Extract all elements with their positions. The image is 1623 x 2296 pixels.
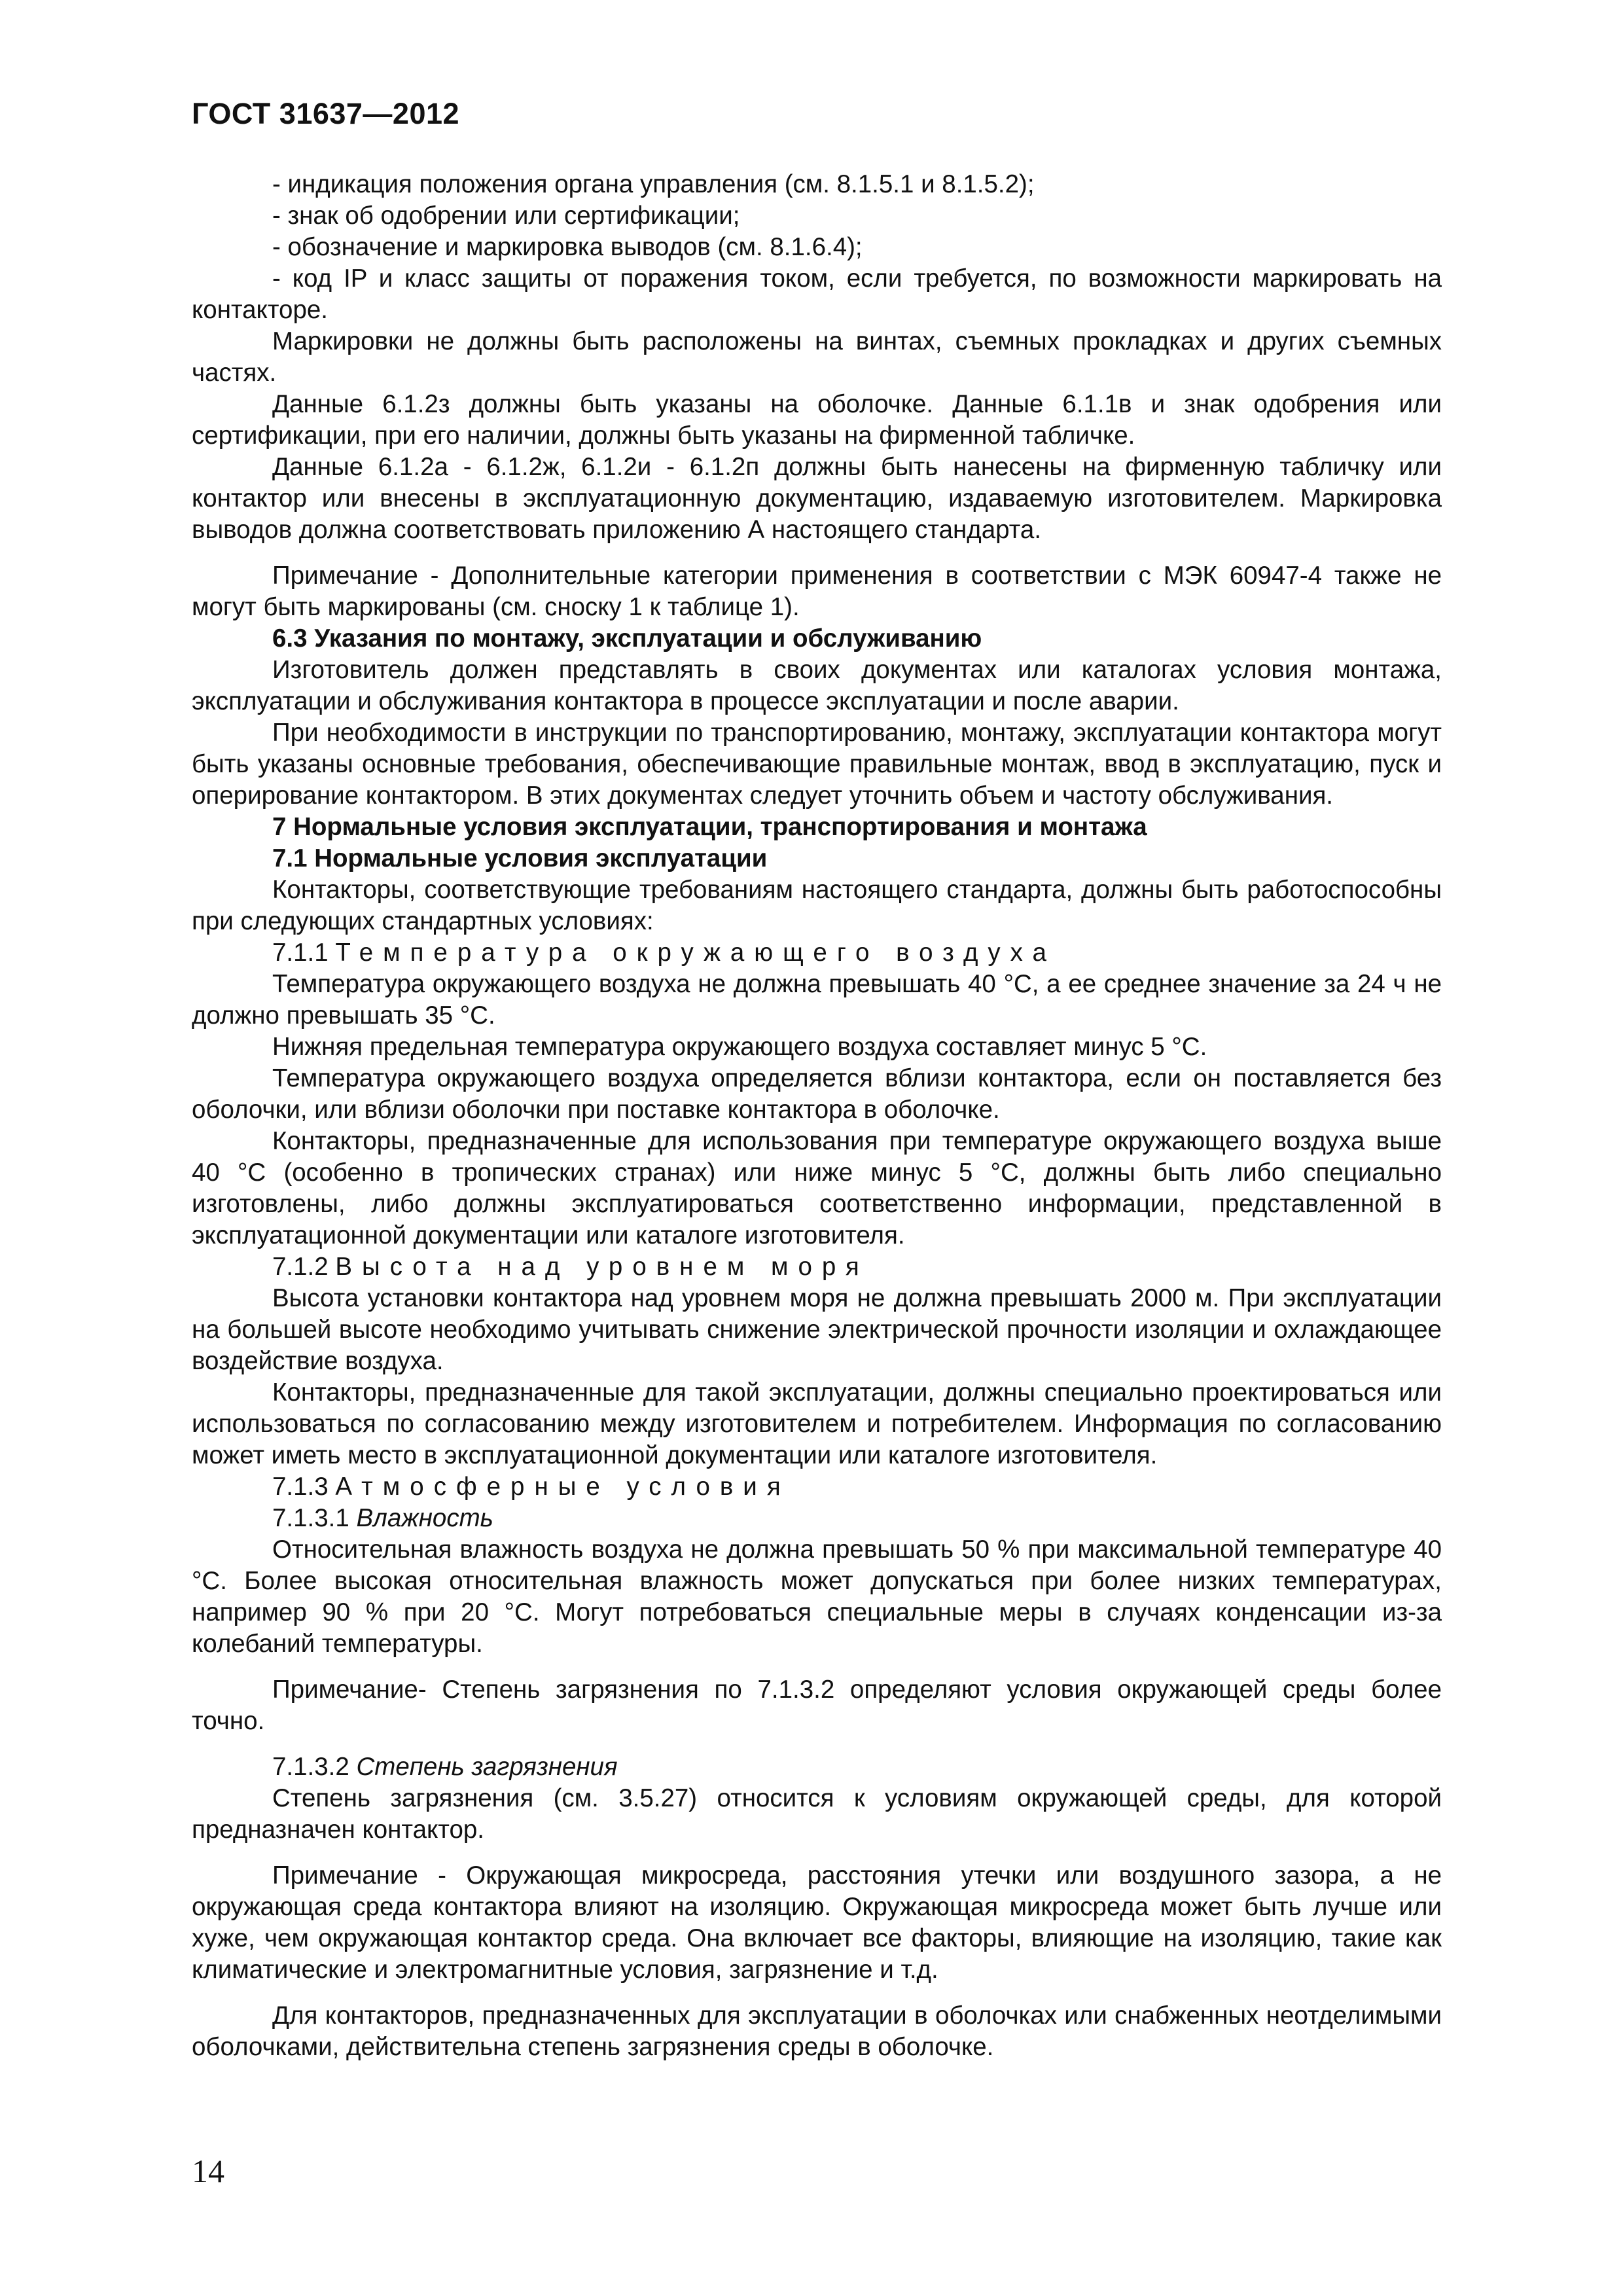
clause-heading [192,1471,1442,1503]
document-body [192,169,1442,2063]
subsection-heading: 7.1 Нормальные условия эксплуатации [272,844,768,872]
list-item: - код IP и класс защиты от поражения током, если требуется, по возможности маркировать на контакторе. [192,264,1442,324]
paragraph: Изготовитель должен представлять в своих документах или каталогах условия монтажа, эксплуатации и обслуживания контактора в процессе эксплуатации и после аварии. [192,656,1442,715]
document-header: ГОСТ 31637—2012 [192,97,460,130]
paragraph: Относительная влажность воздуха не должна превышать 50 % при максимальной температуре 40 °С. Более высокая относительная влажность может допускаться при более низких температурах, например 90 % при 20 °С. Могут потребоваться специальные меры в случаях конденсации из-за колебаний температуры. [192,1535,1442,1658]
clause-number: 7.1.3.1 [272,1504,349,1532]
paragraph: Температура окружающего воздуха определяется вблизи контактора, если он поставляется без оболочки, или вблизи оболочки при поставке контактора в оболочке. [192,1064,1442,1124]
subclause-heading [192,1751,1442,1783]
paragraph: Высота установки контактора над уровнем моря не должна превышать 2000 м. При эксплуатации на большей высоте необходимо учитывать снижение электрической прочности изоляции и охлаждающее воздействие воздуха. [192,1284,1442,1375]
clause-title: Высота над уровнем моря [335,1253,869,1281]
clause-title: Атмосферные условия [335,1473,791,1501]
paragraph: Для контакторов, предназначенных для эксплуатации в оболочках или снабженных неотделимыми оболочками, действительна степень загрязнения среды в оболочке. [192,2001,1442,2061]
clause-title: Температура окружающего воздуха [335,939,1056,967]
clause-number: 7.1.2 [272,1253,329,1281]
paragraph: Степень загрязнения (см. 3.5.27) относится к условиям окружающей среды, для которой предназначен контактор. [192,1784,1442,1844]
clause-title: Влажность [356,1504,493,1532]
paragraph: Контакторы, предназначенные для такой эксплуатации, должны специально проектироваться или использоваться по согласованию между изготовителем и потребителем. Информация по согласованию может иметь место в эксплуатационной документации или каталоге изготовителя. [192,1378,1442,1469]
subclause-heading [192,1503,1442,1534]
clause-number: 7.1.3.2 [272,1753,349,1781]
paragraph: Контакторы, предназначенные для использования при температуре окружающего воздуха выше 40 °С (особенно в тропических странах) или ниже минус 5 °С, должны быть либо специально изготовлены, либо должны эксплуатироваться соответственно информации, представленной в эксплуатационной документации или каталоге изготовителя. [192,1127,1442,1249]
clause-heading [192,937,1442,969]
paragraph: Нижняя предельная температура окружающего воздуха составляет минус 5 °С. [272,1033,1207,1061]
section-heading: 6.3 Указания по монтажу, эксплуатации и обслуживанию [272,624,982,653]
list-item: - индикация положения органа управления (см. 8.1.5.1 и 8.1.5.2); [272,170,1035,198]
paragraph: Данные 6.1.2а - 6.1.2ж, 6.1.2и - 6.1.2п должны быть нанесены на фирменную табличку или контактор или внесены в эксплуатационную документацию, издаваемую изготовителем. Маркировка выводов должна соответствовать приложению А настоящего стандарта. [192,453,1442,544]
note: Примечание - Окружающая микросреда, расстояния утечки или воздушного зазора, а не окружающая среда контактора влияют на изоляцию. Окружающая микросреда может быть лучше или хуже, чем окружающая контактор среда. Она включает все факторы, влияющие на изоляцию, такие как климатические и электромагнитные условия, загрязнение и т.д. [192,1861,1442,1984]
clause-number: 7.1.1 [272,939,329,967]
paragraph: При необходимости в инструкции по транспортированию, монтажу, эксплуатации контактора могут быть указаны основные требования, обеспечивающие правильные монтаж, ввод в эксплуатацию, пуск и оперирование контактором. В этих документах следует уточнить объем и частоту обслуживания. [192,719,1442,810]
paragraph: Контакторы, соответствующие требованиям настоящего стандарта, должны быть работоспособны при следующих стандартных условиях: [192,876,1442,935]
list-item: - знак об одобрении или сертификации; [272,202,740,230]
paragraph: Данные 6.1.2з должны быть указаны на оболочке. Данные 6.1.1в и знак одобрения или сертификации, при его наличии, должны быть указаны на фирменной табличке. [192,390,1442,450]
paragraph: Температура окружающего воздуха не должна превышать 40 °С, а ее среднее значение за 24 ч не должно превышать 35 °С. [192,970,1442,1030]
note: Примечание- Степень загрязнения по 7.1.3.2 определяют условия окружающей среды более точно. [192,1676,1442,1735]
clause-title: Степень загрязнения [356,1753,618,1781]
clause-heading [192,1251,1442,1283]
page-number: 14 [192,2153,224,2189]
note: Примечание - Дополнительные категории применения в соответствии с МЭК 60947-4 также не могут быть маркированы (см. сноску 1 к таблице 1). [192,562,1442,621]
clause-number: 7.1.3 [272,1473,329,1501]
section-heading: 7 Нормальные условия эксплуатации, транспортирования и монтажа [272,813,1147,841]
paragraph: Маркировки не должны быть расположены на винтах, съемных прокладках и других съемных частях. [192,327,1442,387]
list-item: - обозначение и маркировка выводов (см. 8.1.6.4); [272,233,863,261]
